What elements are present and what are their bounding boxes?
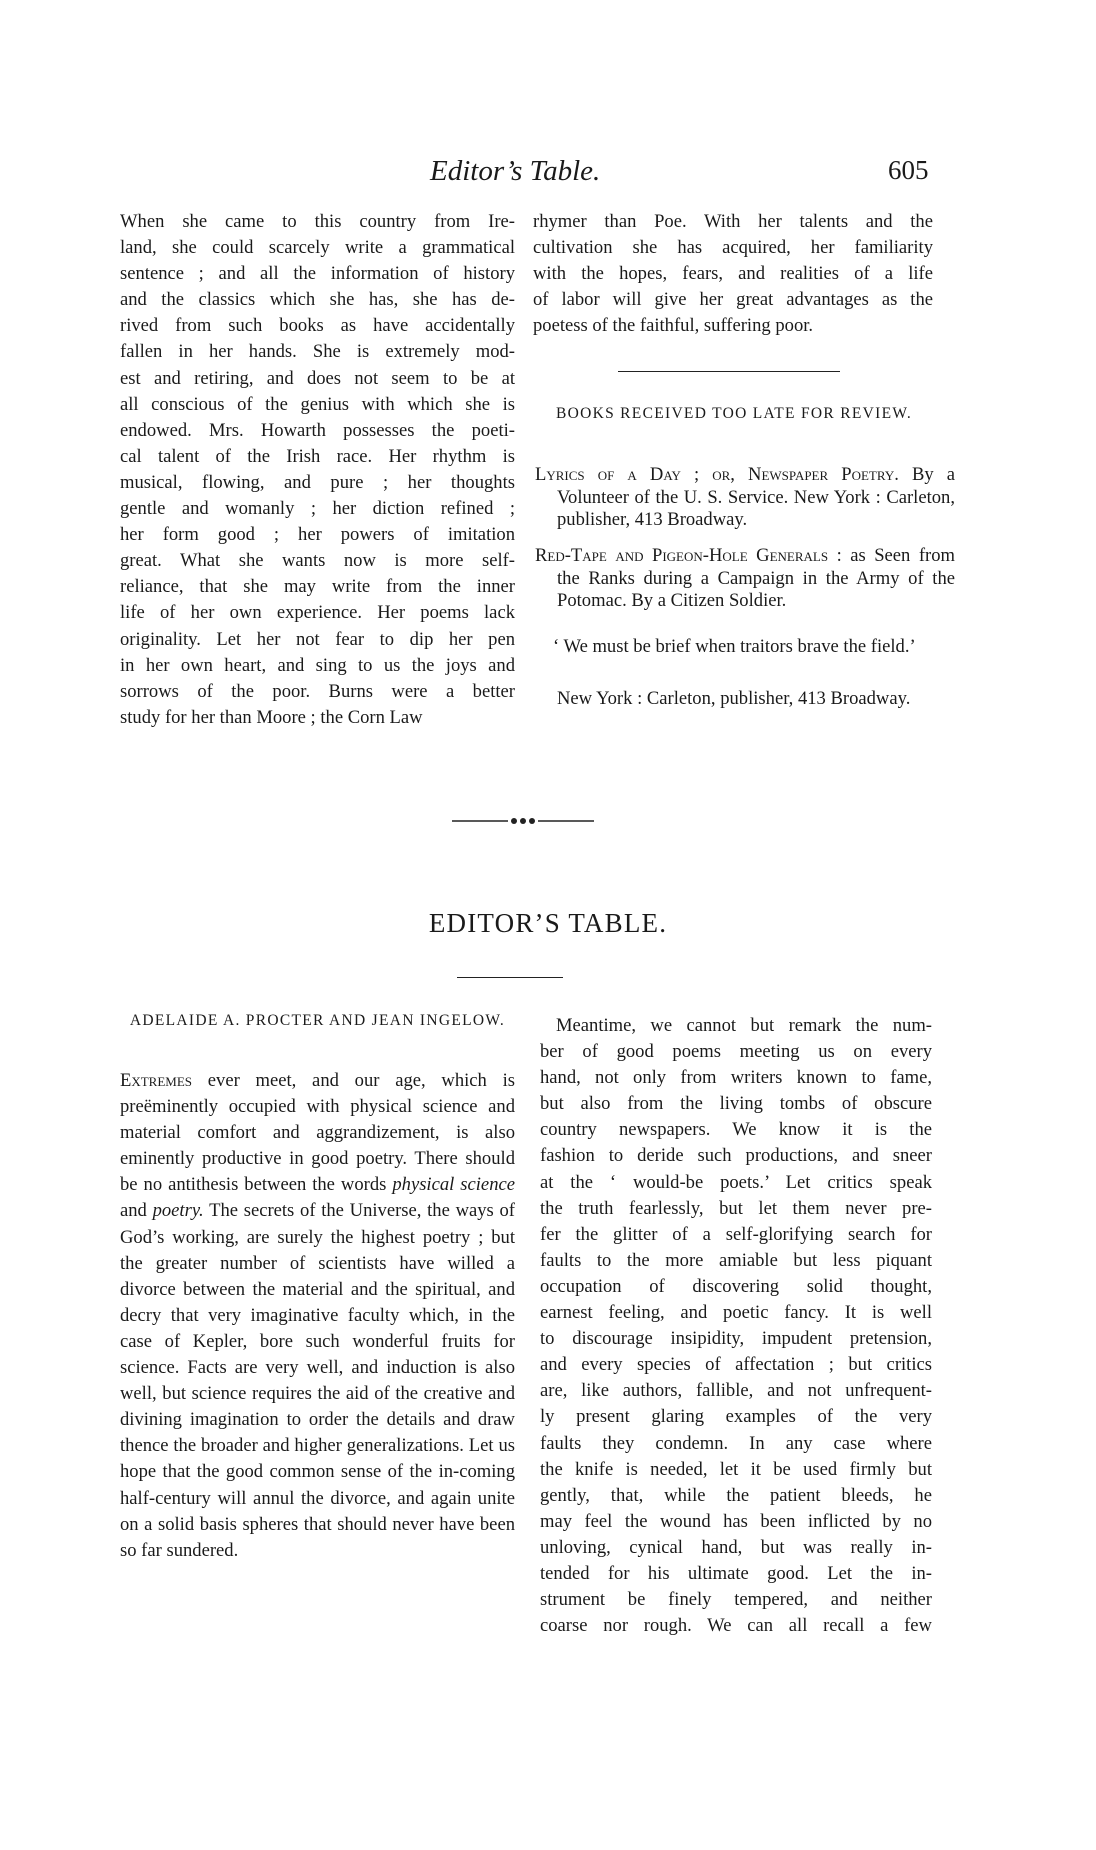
paragraph-text: and [120, 1200, 153, 1222]
lead-word: Extremes [120, 1070, 193, 1091]
book-publisher: New York : Carleton, publisher, 413 Broadway. [557, 688, 911, 709]
section-divider [618, 371, 840, 372]
page-header [0, 155, 1096, 195]
text-line: endowed. Mrs. Howarth possesses the poeti- [120, 419, 515, 441]
text-line: study for her than Moore ; the Corn Law [120, 706, 423, 728]
text-line: at the ‘ would-be poets.’ Let critics speak [540, 1171, 932, 1193]
text-line: strument be finely tempered, and neither [540, 1589, 932, 1611]
text-line: of labor will give her great advantages as the [533, 289, 933, 311]
italic-phrase: poetry. [152, 1200, 204, 1222]
text-line: are, like authors, fallible, and not unfrequent- [540, 1380, 932, 1402]
text-line: gentle and womanly ; her diction refined ; [120, 498, 515, 520]
text-line: est and retiring, and does not seem to be at [120, 367, 515, 389]
text-line: in her own heart, and sing to us the joys and [120, 654, 515, 676]
text-line: her form good ; her powers of imitation [120, 524, 515, 546]
text-line: coarse nor rough. We can all recall a few [540, 1615, 932, 1637]
text-line: great. What she wants now is more self- [120, 550, 515, 572]
section-title: EDITOR’S TABLE. [428, 908, 668, 938]
text-line: musical, flowing, and pure ; her thoughts [120, 471, 515, 493]
running-title: Editor’s Table. [430, 155, 601, 187]
book-title: Lyrics of a Day ; or, Newspaper Poetry. [535, 464, 899, 485]
books-received-heading: BOOKS RECEIVED TOO LATE FOR REVIEW. [555, 405, 913, 422]
text-line: life of her own experience. Her poems lack [120, 602, 515, 624]
text-line: the truth fearlessly, but let them never pre- [540, 1197, 932, 1219]
book-motto: ‘ We must be brief when traitors brave the field.’ [553, 636, 916, 657]
text-line: poetess of the faithful, suffering poor. [533, 315, 814, 337]
text-line: cal talent of the Irish race. Her rhythm is [120, 445, 515, 467]
text-line: all conscious of the genius with which she is [120, 393, 515, 415]
article-heading: ADELAIDE A. PROCTER AND JEAN INGELOW. [129, 1012, 506, 1029]
text-line: the knife is needed, let it be used firmly but [540, 1458, 932, 1480]
text-line: cultivation she has acquired, her familiarity [533, 237, 933, 259]
ornament-dot [520, 818, 526, 824]
text-line: hand, not only from writers known to fame, [540, 1067, 932, 1089]
text-line: reliance, that she may write from the inner [120, 576, 515, 598]
ornament-dot [529, 818, 535, 824]
text-line: country newspapers. We know it is the [540, 1119, 932, 1141]
text-line: fashion to deride such productions, and sneer [540, 1145, 932, 1167]
text-line: to discourage insipidity, impudent pretension, [540, 1328, 932, 1350]
text-line: earnest feeling, and poetic fancy. It is well [540, 1302, 932, 1324]
text-line: originality. Let her not fear to dip her pen [120, 628, 515, 650]
text-line: but also from the living tombs of obscure [540, 1093, 932, 1115]
text-line: sorrows of the poor. Burns were a better [120, 680, 515, 702]
book-details: as Seen from the Ranks during a Campaign in the Army of the Potomac. By a Citizen Soldier. [557, 545, 955, 612]
text-line: occupation of discovering solid thought, [540, 1275, 932, 1297]
text-line: ly present glaring examples of the very [540, 1406, 932, 1428]
text-line: faults to the more amiable but less piquant [540, 1249, 932, 1271]
review-continuation-right [533, 209, 933, 339]
article-column-right [540, 1013, 932, 1639]
text-line: Meantime, we cannot but remark the num- [556, 1015, 932, 1036]
book-entry-red-tape [535, 545, 955, 613]
book-entry-lyrics [535, 464, 955, 532]
page-number: 605 [888, 155, 929, 185]
ornament-divider [452, 814, 594, 828]
text-line: faults they condemn. In any case where [540, 1432, 932, 1454]
text-line: When she came to this country from Ire- [120, 211, 515, 232]
review-continuation-left [120, 209, 515, 731]
text-line: ber of good poems meeting us on every [540, 1041, 932, 1063]
text-line: and the classics which she has, she has de- [120, 289, 515, 311]
italic-phrase: physical science [392, 1174, 515, 1196]
text-line: rived from such books as have accidentally [120, 315, 515, 337]
text-line: rhymer than Poe. With her talents and the [533, 211, 933, 232]
text-line: tended for his ultimate good. Let the in- [540, 1562, 932, 1584]
text-line: may feel the wound has been inflicted by no [540, 1510, 932, 1532]
title-underline [457, 977, 563, 978]
book-details: By a Volunteer of the U. S. Service. New York : Carleton, publisher, 413 Broadway. [557, 464, 955, 531]
text-line: land, she could scarcely write a grammatical [120, 237, 515, 259]
text-line: sentence ; and all the information of history [120, 263, 515, 285]
text-line: unloving, cynical hand, but was really in- [540, 1536, 932, 1558]
article-paragraph [120, 1068, 515, 1564]
book-title: Red-Tape and Pigeon-Hole Generals : [535, 545, 842, 566]
ornament-dot [511, 818, 517, 824]
article-column-left [120, 1068, 515, 1564]
text-line: and every species of affectation ; but critics [540, 1354, 932, 1376]
text-line: fer the glitter of a self-glorifying search for [540, 1223, 932, 1245]
text-line: fallen in her hands. She is extremely mod- [120, 341, 515, 363]
paragraph-text: The secrets of the Universe, the ways of God’s working, are surely the highest poetry ; but the greater number of scientists have willed a divorce between the material and the spiritual, and decry that very imaginative faculty which, in the case of Kepler, bore such wonderful fruits for science. Facts are very well, and induction is also well, but science requires the aid of the creative and divining imagination to order the details and draw thence the broader and higher generalizations. Let us hope that the good common sense of the in-coming half-century will annul the divorce, and again unite on a solid basis spheres that should never have been so far sundered. [120, 1200, 515, 1561]
text-line: with the hopes, fears, and realities of a life [533, 263, 933, 285]
text-line: gently, that, while the patient bleeds, he [540, 1484, 932, 1506]
paragraph-text: ever meet, and our age, which is preëminently occupied with physical science and material comfort and aggrandizement, is also eminently productive in good poetry. There should be no antithesis between the words [120, 1070, 515, 1196]
